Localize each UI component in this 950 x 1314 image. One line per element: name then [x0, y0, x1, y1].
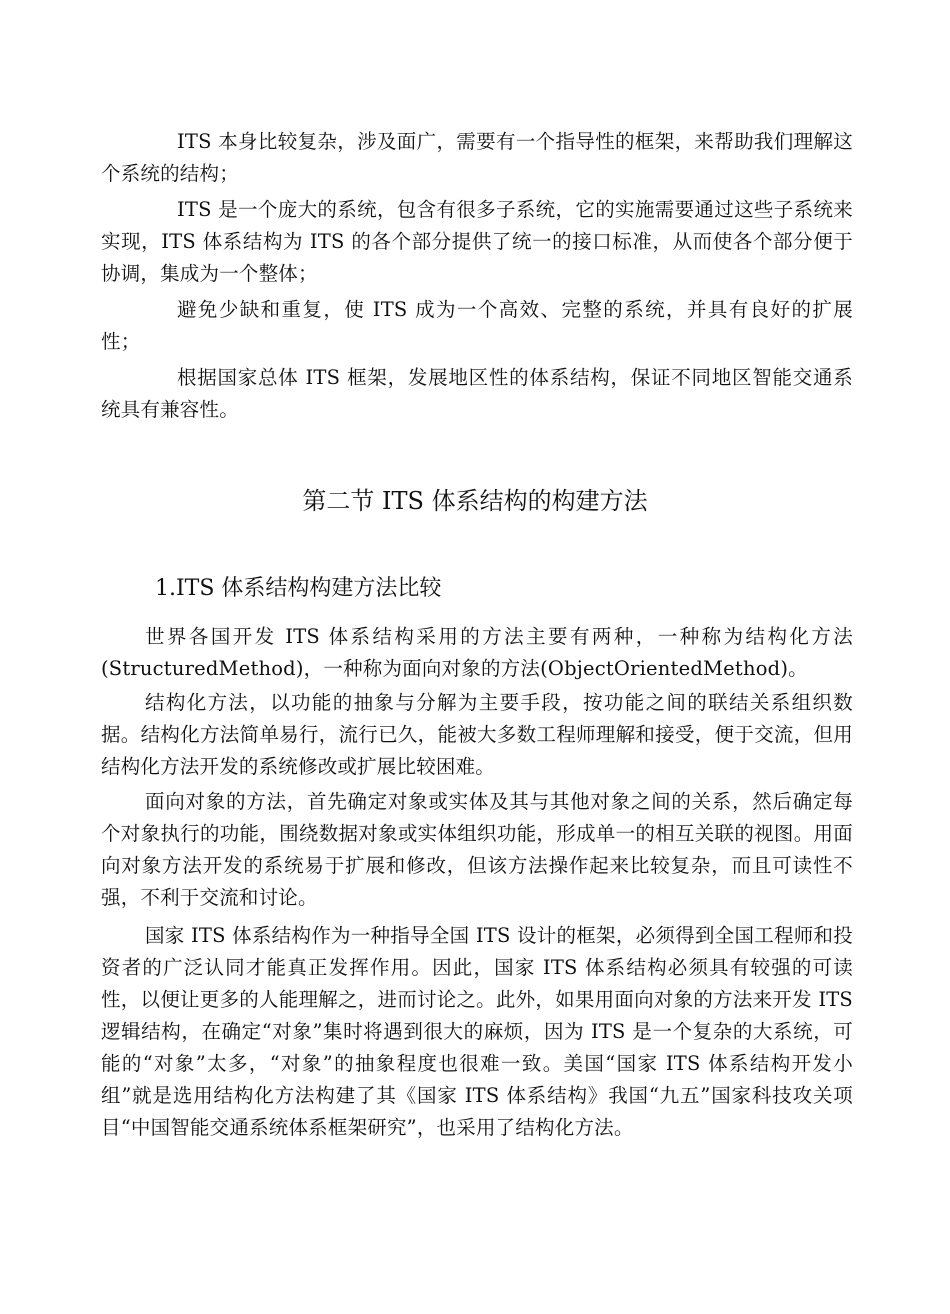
body-paragraph-4: 国家 ITS 体系结构作为一种指导全国 ITS 设计的框架，必须得到全国工程师和投资者的广泛认同才能真正发挥作用。因此，国家 ITS 体系结构必须具有较强的可读性，以便让更多的人能理解之，进而讨论之。此外，如果用面向对象的方法来开发 ITS 逻辑结构，在确定“对象”集时将遇到很大的麻烦，因为 ITS 是一个复杂的大系统，可能的“对象”太多，“对象”的抽象程度也很难一致。美国“国家 ITS 体系结构开发小组”就是选用结构化方法构建了其《国家 ITS 体系结构》我国“九五”国家科技攻关项目“中国智能交通系统体系框架研究”，也采用了结构化方法。 [101, 924, 853, 1139]
body-paragraph-2: 结构化方法，以功能的抽象与分解为主要手段，按功能之间的联结关系组织数据。结构化方法简单易行，流行已久，能被大多数工程师理解和接受，便于交流，但用结构化方法开发的系统修改或扩展比较困难。 [101, 691, 853, 778]
subsection-title: 1.ITS 体系结构构建方法比较 [155, 576, 442, 601]
reason-paragraph-4: 根据国家总体 ITS 框架，发展地区性的体系结构，保证不同地区智能交通系统具有兼容性。 [101, 366, 853, 421]
body-paragraph-1: 世界各国开发 ITS 体系结构采用的方法主要有两种，一种称为结构化方法(StructuredMethod)，一种称为面向对象的方法(ObjectOrientedMethod)。 [101, 625, 853, 680]
reason-paragraph-1: ITS 本身比较复杂，涉及面广，需要有一个指导性的框架，来帮助我们理解这个系统的结构； [101, 130, 853, 185]
section-title: 第二节 ITS 体系结构的构建方法 [302, 487, 648, 515]
reason-paragraph-2: ITS 是一个庞大的系统，包含有很多子系统，它的实施需要通过这些子系统来实现，ITS 体系结构为 ITS 的各个部分提供了统一的接口标准，从而使各个部分便于协调，集成为一个整体； [101, 198, 853, 285]
reason-paragraph-3: 避免少缺和重复，使 ITS 成为一个高效、完整的系统，并具有良好的扩展性； [101, 298, 853, 353]
body-paragraph-3: 面向对象的方法，首先确定对象或实体及其与其他对象之间的关系，然后确定每个对象执行的功能，围绕数据对象或实体组织功能，形成单一的相互关联的视图。用面向对象方法开发的系统易于扩展和修改，但该方法操作起来比较复杂，而且可读性不强，不利于交流和讨论。 [101, 790, 853, 909]
